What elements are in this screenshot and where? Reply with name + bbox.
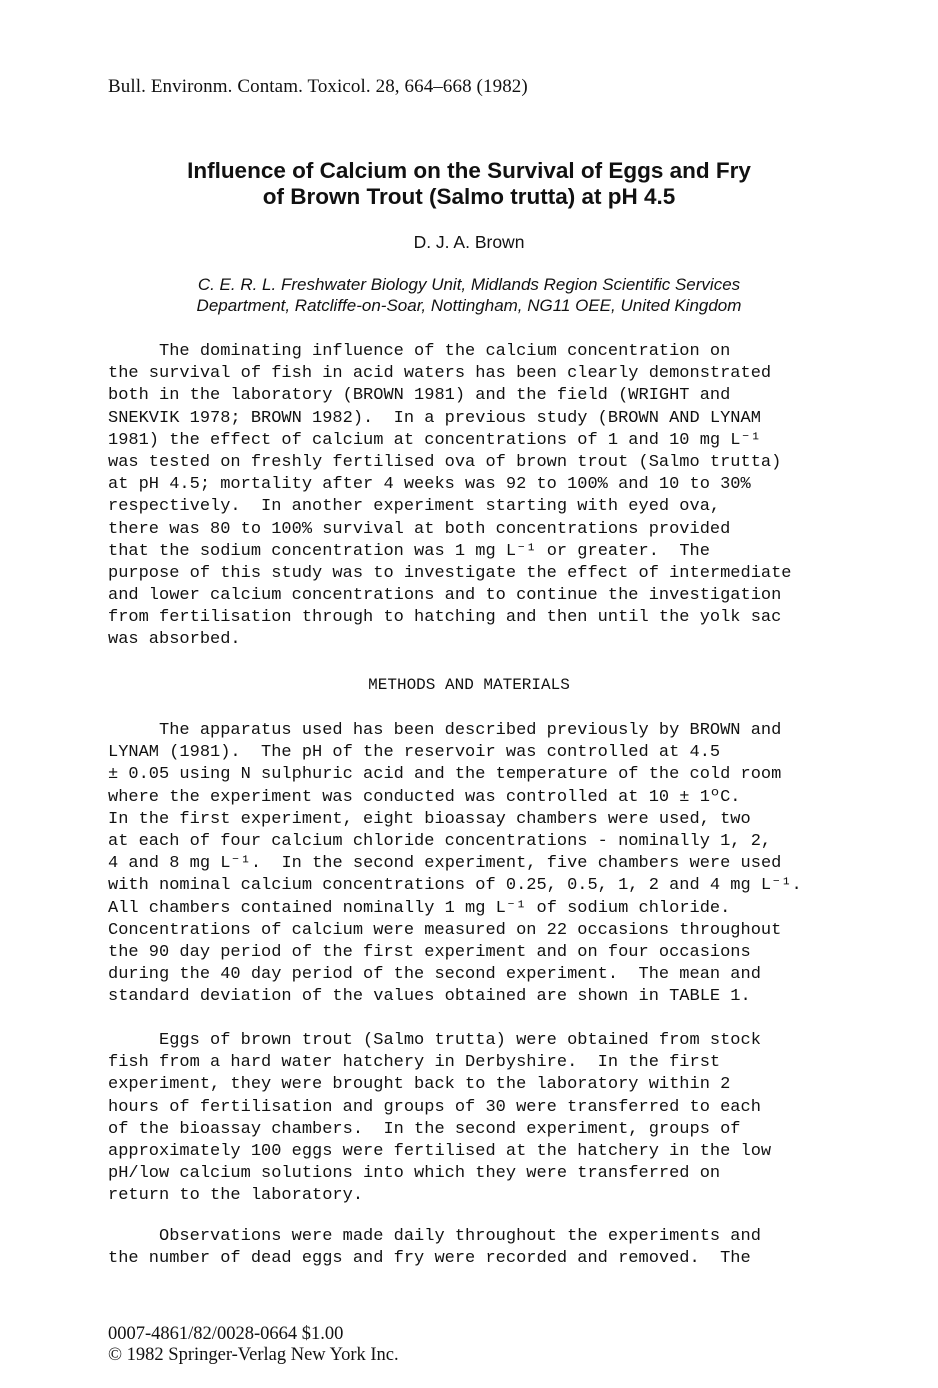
journal-citation: Bull. Environm. Contam. Toxicol. 28, 664–668 (1982): [108, 76, 528, 97]
affiliation: [0, 274, 938, 316]
footer: [108, 1324, 399, 1366]
text-line: The apparatus used has been described previously by BROWN and: [108, 721, 782, 740]
text-line: where the experiment was conducted was controlled at 10 ± 1ºC.: [108, 787, 741, 807]
intro-paragraph: [108, 341, 848, 652]
methods-heading: METHODS AND MATERIALS: [368, 676, 570, 694]
text-line: fish from a hard water hatchery in Derbyshire. In the first: [108, 1053, 721, 1073]
footer-code: 0007-4861/82/0028-0664 $1.00: [108, 1324, 344, 1344]
text-line: during the 40 day period of the second experiment. The mean and: [108, 965, 761, 985]
paper-title: [0, 158, 938, 210]
text-line: with nominal calcium concentrations of 0.25, 0.5, 1, 2 and 4 mg L⁻¹.: [108, 876, 802, 896]
text-line: In the first experiment, eight bioassay chambers were used, two: [108, 809, 751, 829]
affiliation-line-1: C. E. R. L. Freshwater Biology Unit, Midlands Region Scientific Services: [197, 275, 741, 294]
text-line: that the sodium concentration was 1 mg L⁻¹ or greater. The: [108, 541, 710, 561]
methods-paragraph-3: [108, 1226, 848, 1270]
text-line: The dominating influence of the calcium concentration on: [108, 342, 731, 361]
text-line: 4 and 8 mg L⁻¹. In the second experiment, five chambers were used: [108, 854, 782, 874]
text-line: SNEKVIK 1978; BROWN 1982). In a previous study (BROWN AND LYNAM: [108, 408, 761, 428]
text-line: ± 0.05 using N sulphuric acid and the temperature of the cold room: [108, 765, 782, 785]
title-line-1: Influence of Calcium on the Survival of Eggs and Fry: [187, 158, 751, 183]
text-line: from fertilisation through to hatching and then until the yolk sac: [108, 608, 782, 628]
text-line: and lower calcium concentrations and to continue the investigation: [108, 586, 782, 606]
text-line: approximately 100 eggs were fertilised at the hatchery in the low: [108, 1141, 772, 1161]
text-line: return to the laboratory.: [108, 1186, 364, 1206]
text-line: LYNAM (1981). The pH of the reservoir was controlled at 4.5: [108, 743, 721, 763]
affiliation-line-2: Department, Ratcliffe-on-Soar, Nottingham, NG11 OEE, United Kingdom: [196, 296, 742, 315]
text-line: experiment, they were brought back to the laboratory within 2: [108, 1075, 731, 1095]
text-line: pH/low calcium solutions into which they were transferred on: [108, 1164, 721, 1184]
text-line: Observations were made daily throughout the experiments and: [108, 1227, 761, 1246]
text-line: at each of four calcium chloride concentrations - nominally 1, 2,: [108, 831, 772, 851]
text-line: was tested on freshly fertilised ova of brown trout (Salmo trutta): [108, 452, 782, 472]
text-line: at pH 4.5; mortality after 4 weeks was 92 to 100% and 10 to 30%: [108, 475, 751, 495]
text-line: All chambers contained nominally 1 mg L⁻¹ of sodium chloride.: [108, 898, 731, 918]
text-line: respectively. In another experiment starting with eyed ova,: [108, 497, 721, 517]
footer-copyright: © 1982 Springer-Verlag New York Inc.: [108, 1345, 399, 1365]
text-line: purpose of this study was to investigate the effect of intermediate: [108, 563, 792, 583]
text-line: hours of fertilisation and groups of 30 were transferred to each: [108, 1097, 761, 1117]
text-line: the number of dead eggs and fry were recorded and removed. The: [108, 1249, 751, 1269]
text-line: the survival of fish in acid waters has been clearly demonstrated: [108, 364, 772, 384]
methods-paragraph-1: [108, 720, 848, 1008]
text-line: the 90 day period of the first experiment and on four occasions: [108, 942, 751, 962]
title-line-2: of Brown Trout (Salmo trutta) at pH 4.5: [262, 184, 676, 209]
text-line: was absorbed.: [108, 630, 241, 650]
text-line: standard deviation of the values obtained are shown in TABLE 1.: [108, 987, 751, 1007]
text-line: of the bioassay chambers. In the second experiment, groups of: [108, 1119, 741, 1139]
author: D. J. A. Brown: [413, 232, 525, 252]
text-line: there was 80 to 100% survival at both concentrations provided: [108, 519, 731, 539]
methods-paragraph-2: [108, 1030, 848, 1208]
text-line: Concentrations of calcium were measured on 22 occasions throughout: [108, 920, 782, 940]
text-line: 1981) the effect of calcium at concentrations of 1 and 10 mg L⁻¹: [108, 430, 761, 450]
text-line: Eggs of brown trout (Salmo trutta) were obtained from stock: [108, 1031, 761, 1050]
text-line: both in the laboratory (BROWN 1981) and the field (WRIGHT and: [108, 386, 731, 406]
